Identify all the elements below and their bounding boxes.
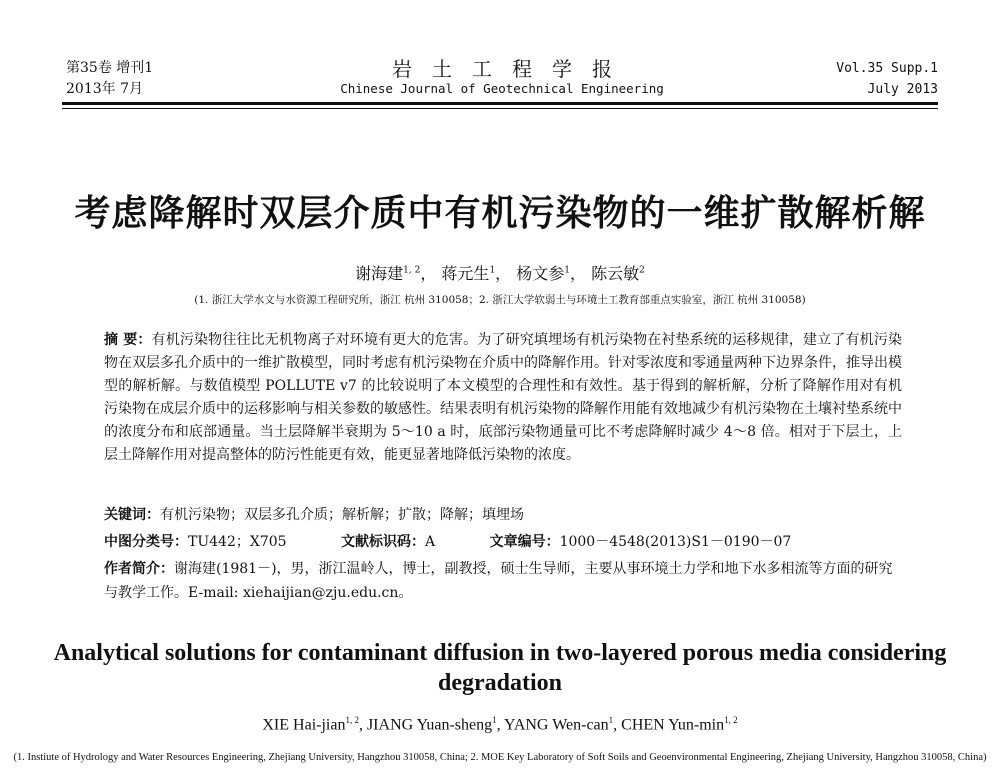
author-cn: 陈云敏 [591,264,640,283]
header-rule-thin [62,108,938,109]
author-bio-text: 谢海建(1981－)，男，浙江温岭人，博士，副教授，硕士生导师，主要从事环境土力学和地下水多相流等方面的研究与教学工作。E-mail: xiehaijian@zju.edu.cn。 [104,561,893,601]
author-cn: 谢海建 [355,264,404,283]
author-cn: 蒋元生 [441,264,490,283]
clc-value: TU442；X705 [188,534,287,550]
author-affil-mark: 1 [489,265,496,276]
article-value: 1000－4548(2013)S1－0190－07 [559,534,792,550]
affiliation-en: (1. Instiute of Hydrology and Water Resources Engineering, Zhejiang University, Hangzhou 310058, China; 2. MOE Key Laboratory of Soft Soils and Geoenvironmental Engineering, Zhejiang University, Hangzhou 310058, China) [13,752,987,763]
author-affil-mark: 1 [608,715,614,725]
journal-name-en: Chinese Journal of Geotechnical Engineering [340,81,664,96]
doc-value: A [425,534,436,550]
article-number [490,534,792,550]
header-right [836,58,938,100]
volume-cn: 第35卷 增刊1 [66,60,154,76]
author-affil-mark: 1 [564,265,571,276]
author-affil-mark: 1, 2 [345,715,359,725]
keywords [104,505,904,525]
journal-name-cn: 岩土工程学报 [392,57,632,81]
paper-title-cn: 考虑降解时双层介质中有机污染物的一维扩散解析解 [74,193,926,234]
author-bio [104,557,904,605]
author-affil-mark: 1 [492,715,497,725]
doc-code [341,534,435,550]
classification-line [104,532,904,552]
authors-cn: 谢海建$^{1, 2}$， 蒋元生$^1$， 杨文参$^1$， 陈云敏$^2$ [355,264,645,283]
author-en: YANG Wen-can [504,716,609,734]
author-affil-mark: 1, 2 [724,715,738,725]
affiliation-cn: (1. 浙江大学水文与水资源工程研究所，浙江 杭州 310058；2. 浙江大学软弱土与环境土工教育部重点实验室，浙江 杭州 310058) [194,294,806,306]
authors-en: XIE Hai-jian$^{1, 2}$, JIANG Yuan-sheng$^1$, YANG Wen-can$^1$, CHEN Yun-$\min^{1, 2}$ [262,715,738,734]
keywords-text: 有机污染物；双层多孔介质；解析解；扩散；降解；填埋场 [160,507,524,523]
author-en: CHEN Yun-min [621,716,725,734]
author-affil-mark: 1, 2 [403,265,421,276]
author-cn: 杨文参 [516,264,565,283]
paper-title-en [0,638,1000,698]
author-bio-label: 作者简介： [104,561,174,577]
abstract-cn [104,329,902,467]
article-label: 文章编号： [489,534,560,550]
doc-label: 文献标识码： [341,534,425,550]
title-en-text: Analytical solutions for contaminant diffusion in two-layered porous media considering degradation [53,640,947,696]
date-cn: 2013年 7月 [66,81,143,97]
keywords-label: 关键词： [104,507,160,523]
clc-label: 中图分类号： [104,534,188,550]
clc-code [104,534,287,550]
header-rule-thick [62,102,938,105]
date-en: July 2013 [867,82,938,97]
abstract-text: 有机污染物往往比无机物离子对环境有更大的危害。为了研究填埋场有机污染物在衬垫系统的运移规律，建立了有机污染物在双层多孔介质中的一维扩散模型，同时考虑有机污染物在介质中的降解作用。针对零浓度和零通量两种下边界条件，推导出模型的解析解。与数值模型 POLLUTE v7 的比较说明了本文模型的合理性和有效性。基于得到的解析解，分析了降解作用对有机污染物在成层介质中的运移影响与相关参数的敏感性。结果表明有机污染物的降解作用能有效地减少有机污染物在土壤衬垫系统中的浓度分布和底部通量。当土层降解半衰期为 5～10 a 时，底部污染物通量可比不考虑降解时减少 4～8 倍。相对于下层土，上层土降解作用对提高整体的防污性能更有效，能更显著地降低污染物的浓度。 [104,332,903,463]
author-en: XIE Hai-jian [262,716,346,734]
abstract-label: 摘 要： [104,332,152,348]
volume-en: Vol.35 Supp.1 [836,61,938,76]
header-center [66,58,938,98]
author-en: JIANG Yuan-sheng [366,716,493,734]
author-affil-mark: 2 [639,265,645,276]
journal-header [66,58,938,100]
